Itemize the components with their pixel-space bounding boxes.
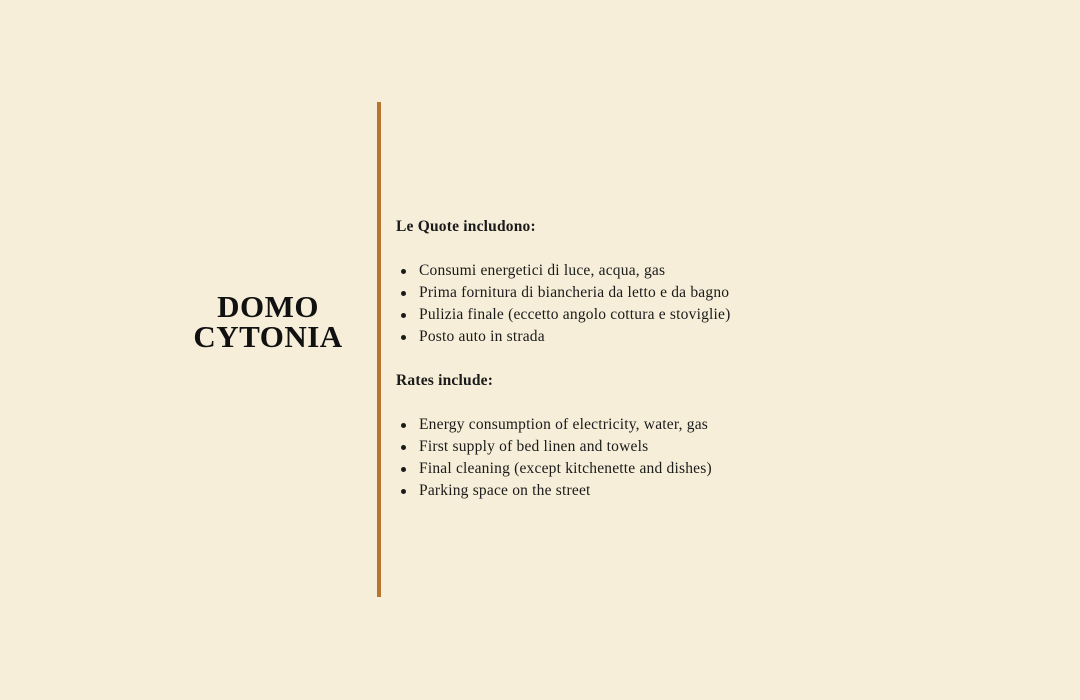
italian-list (396, 260, 956, 348)
bullet-icon (401, 423, 406, 428)
list-item-text: Energy consumption of electricity, water, gas (419, 416, 709, 433)
spacer (396, 348, 956, 370)
bullet-icon (401, 467, 406, 472)
list-item-text: First supply of bed linen and towels (419, 438, 649, 455)
list-item-text: Posto auto in strada (419, 328, 545, 345)
list-item-text: Parking space on the street (419, 482, 591, 499)
list-item (396, 436, 956, 458)
list-item-text: Prima fornitura di biancheria da letto e da bagno (419, 284, 730, 301)
list-item (396, 326, 956, 348)
spacer (396, 392, 956, 414)
list-item-text: Pulizia finale (eccetto angolo cottura e stoviglie) (419, 306, 731, 323)
list-item (396, 458, 956, 480)
bullet-icon (401, 269, 406, 274)
spacer (396, 238, 956, 260)
english-list (396, 414, 956, 502)
bullet-icon (401, 445, 406, 450)
inclusions-panel (396, 216, 956, 502)
brand-logo (168, 289, 368, 354)
bullet-icon (401, 489, 406, 494)
list-item (396, 282, 956, 304)
list-item-text: Final cleaning (except kitchenette and dishes) (419, 460, 712, 477)
brand-line-1: DOMO (217, 289, 319, 324)
bullet-icon (401, 291, 406, 296)
bullet-icon (401, 313, 406, 318)
english-heading: Rates include: (396, 372, 494, 389)
italian-heading: Le Quote includono: (396, 218, 536, 235)
list-item (396, 304, 956, 326)
bullet-icon (401, 335, 406, 340)
vertical-divider (377, 102, 381, 597)
list-item (396, 414, 956, 436)
list-item (396, 480, 956, 502)
brand-line-2: CYTONIA (193, 319, 343, 354)
list-item-text: Consumi energetici di luce, acqua, gas (419, 262, 666, 279)
list-item (396, 260, 956, 282)
